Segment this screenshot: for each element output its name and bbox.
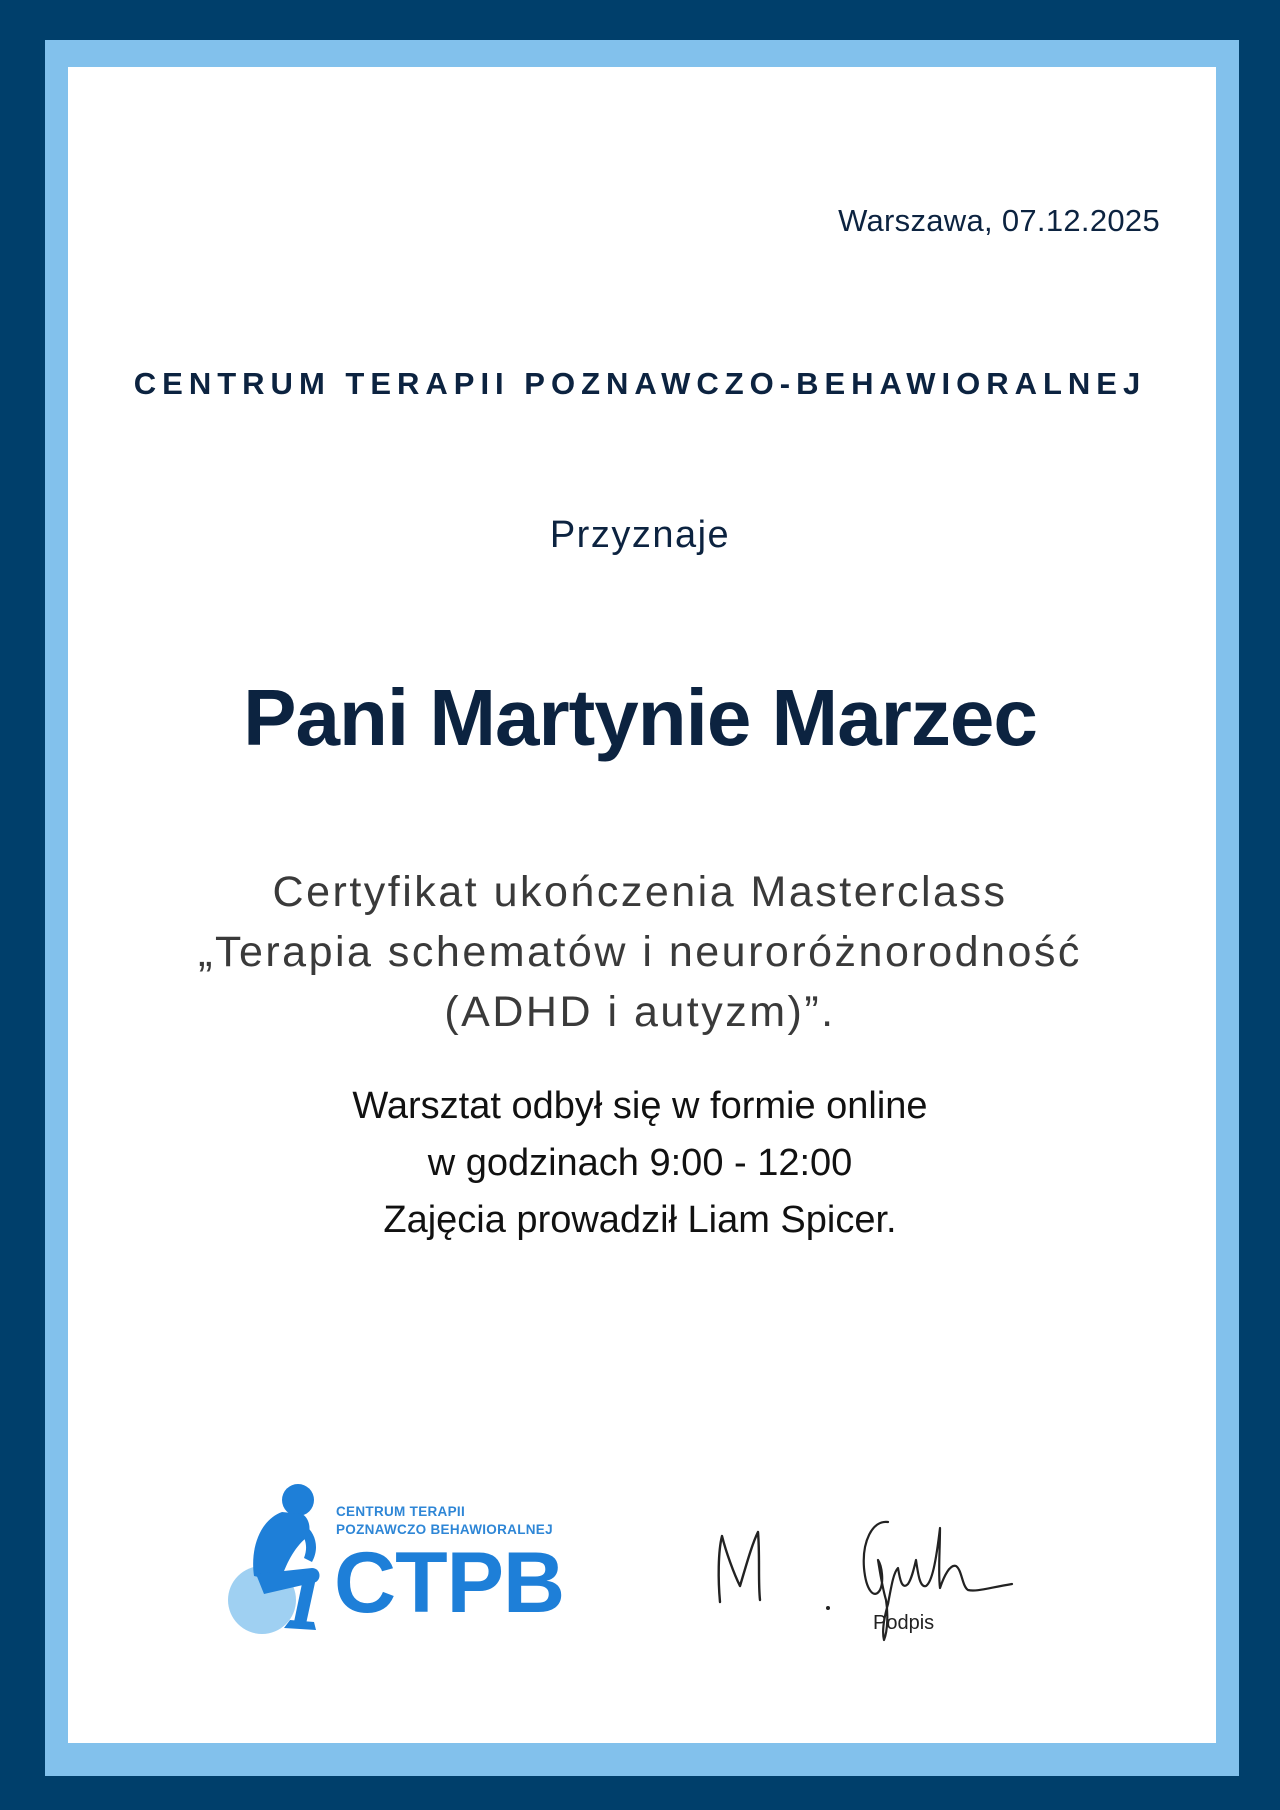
awards-label: Przyznaje: [549, 514, 731, 556]
organization-title: CENTRUM TERAPII POZNAWCZO-BEHAWIORALNEJ: [133, 366, 1147, 401]
logo-acronym: CTPB: [334, 1535, 565, 1631]
certificate-description: [0, 862, 1280, 1042]
details-line: Warsztat odbył się w formie online: [352, 1085, 928, 1127]
logo-line2: POZNAWCZO BEHAWIORALNEJ: [336, 1522, 553, 1537]
signature-label: Podpis: [873, 1612, 935, 1634]
details-line: w godzinach 9:00 - 12:00: [427, 1142, 853, 1184]
certificate-line: „Terapia schematów i neuroróżnorodność: [198, 928, 1082, 976]
recipient-name: Pani Martynie Marzec: [243, 673, 1037, 762]
logo-line1: CENTRUM TERAPII: [336, 1504, 465, 1519]
details-line: Zajęcia prowadził Liam Spicer.: [383, 1199, 897, 1241]
thinker-icon: [220, 1478, 350, 1638]
certificate-line: (ADHD i autyzm)”.: [444, 988, 836, 1036]
workshop-details: [0, 1078, 1280, 1249]
certificate-line: Certyfikat ukończenia Masterclass: [272, 868, 1008, 916]
ctpb-logo: [220, 1478, 580, 1638]
issue-date: Warszawa, 07.12.2025: [838, 203, 1160, 238]
